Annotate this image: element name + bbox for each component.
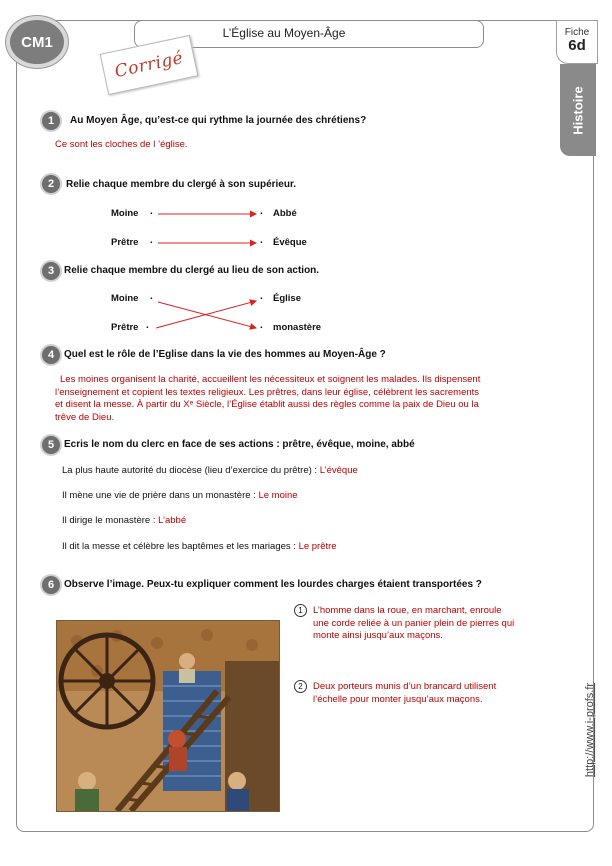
arrow-moine-monastere — [158, 302, 256, 328]
level-badge: CM1 — [6, 16, 68, 68]
q5-item-answer: Le moine — [258, 490, 298, 501]
q2-dot: . — [150, 235, 153, 246]
q2-right-eveque: Évêque — [273, 237, 307, 248]
q3-dot: . — [150, 291, 153, 302]
question-number-1: 1 — [42, 112, 60, 130]
page-title: L’Église au Moyen-Âge — [222, 26, 346, 40]
q2-left-moine: Moine — [111, 208, 139, 219]
question-number-4: 4 — [42, 346, 60, 364]
q5-item-answer: L’abbé — [158, 515, 187, 526]
answer-6-2-line: Deux porteurs munis d’un brancard utilisent — [313, 681, 497, 692]
q3-dot: . — [146, 320, 149, 331]
q5-item — [62, 465, 358, 476]
question-6: Observe l’image. Peux-tu expliquer comment les lourdes charges étaient transportées ? — [64, 579, 482, 590]
answer-6-number-1: 1 — [294, 604, 307, 617]
question-4: Quel est le rôle de l’Eglise dans la vie des hommes au Moyen-Âge ? — [64, 349, 386, 360]
answer-6-1 — [313, 605, 563, 643]
q2-arrows — [150, 205, 270, 250]
question-3: Relie chaque membre du clergé au lieu de son action. — [64, 265, 320, 276]
q5-item — [62, 541, 337, 552]
question-number-5: 5 — [42, 436, 60, 454]
subject-label: Histoire — [570, 85, 586, 135]
q2-right-abbe: Abbé — [273, 208, 297, 219]
site-url[interactable]: http://www.i-profs.fr — [584, 682, 597, 778]
question-number-3: 3 — [42, 262, 60, 280]
fiche-number: 6d — [568, 37, 586, 54]
question-number-2: 2 — [42, 175, 60, 193]
q5-item-answer: L’évêque — [319, 465, 358, 476]
answer-6-1-line: monte ainsi jusqu’aux maçons. — [313, 630, 443, 641]
q3-dot: . — [260, 291, 263, 302]
q5-item-answer: Le prêtre — [298, 541, 337, 552]
answer-4 — [55, 374, 565, 424]
q3-left-pretre: Prêtre — [111, 322, 139, 333]
fiche-box — [556, 20, 598, 64]
answer-6-1-line: une corde reliée à un panier plein de pierres qui — [313, 617, 515, 629]
q2-dot: . — [150, 206, 153, 217]
q5-item-text: Il dirige le monastère : — [62, 515, 159, 526]
question-1: Au Moyen Âge, qu’est-ce qui rythme la journée des chrétiens? — [70, 115, 367, 126]
answer-6-2 — [313, 681, 563, 706]
subject-tab-text — [560, 64, 596, 156]
answer-4-line: l’enseignement et copient les textes religieux. Les prêtres, dans leur église, célèbrent les sacrements — [55, 386, 480, 398]
answer-6-number-2: 2 — [294, 680, 307, 693]
q5-item-text: Il dit la messe et célèbre les baptêmes et les mariages : — [62, 541, 299, 552]
answer-6-2-line: l’échelle pour monter jusqu’aux maçons. — [313, 693, 483, 705]
question-5: Ecris le nom du clerc en face de ses actions : prêtre, évêque, moine, abbé — [64, 439, 415, 450]
q5-item-text: Il mène une vie de prière dans un monastère : — [62, 490, 259, 501]
q3-arrows — [150, 290, 270, 335]
q5-item-text: La plus haute autorité du diocèse (lieu d’exercice du prêtre) : — [62, 465, 320, 476]
fiche-label: Fiche — [564, 27, 590, 38]
answer-6-1-line: L’homme dans la roue, en marchant, enroule — [313, 605, 502, 616]
q2-left-pretre: Prêtre — [111, 237, 139, 248]
q3-left-moine: Moine — [111, 293, 139, 304]
question-number-6: 6 — [42, 576, 60, 594]
q3-dot: . — [260, 320, 263, 331]
q2-dot: . — [260, 206, 263, 217]
q5-item — [62, 515, 186, 526]
answer-1: Ce sont les cloches de l ’église. — [55, 139, 188, 150]
q2-dot: . — [260, 235, 263, 246]
medieval-construction-miniature — [56, 620, 280, 812]
corrige-label: Corrigé — [112, 48, 186, 82]
q5-item — [62, 490, 298, 501]
answer-4-line: et disent la messe. À partir du Xᵉ Siècle, l’Église établit aussi des règles comme la paix de Dieu ou la — [55, 399, 479, 410]
answer-4-line: Les moines organisent la charité, accueillent les nécessiteux et soignent les malades. Ils dispensent — [60, 374, 481, 385]
answer-4-line: trêve de Dieu. — [55, 411, 115, 423]
site-link[interactable] — [580, 676, 600, 784]
question-2: Relie chaque membre du clergé à son supérieur. — [66, 179, 297, 190]
q3-right-eglise: Église — [273, 293, 301, 304]
q3-right-monastere: monastère — [273, 322, 322, 333]
